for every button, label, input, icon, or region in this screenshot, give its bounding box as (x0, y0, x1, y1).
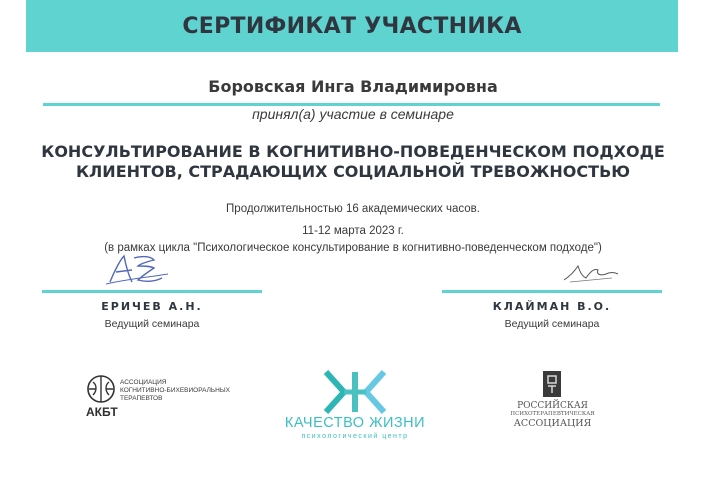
akbt-abbreviation: АКБТ (86, 405, 118, 419)
certificate-heading: СЕРТИФИКАТ УЧАСТНИКА (182, 13, 522, 39)
signatory-left-role: Ведущий семинара (104, 318, 200, 330)
akbt-line1: АССОЦИАЦИЯ (120, 379, 167, 386)
signature-right-image (560, 258, 620, 286)
akbt-line2: КОГНИТИВНО-БИХЕВИОРАЛЬНЫХ (120, 387, 230, 394)
signature-left-image (102, 252, 172, 288)
brain-icon (84, 373, 118, 405)
zh-letter-icon (324, 370, 386, 414)
duration-text: Продолжительностью 16 академических часов. (226, 203, 480, 215)
signatory-left-name: ЕРИЧЕВ А.Н. (101, 300, 203, 313)
rpa-emblem-icon (542, 370, 562, 398)
signature-line-right (442, 290, 662, 293)
signatory-right-name: КЛАЙМАН В.О. (492, 300, 612, 313)
rpa-line3: АССОЦИАЦИЯ (513, 418, 592, 429)
rpa-logo (505, 370, 600, 440)
participation-text: принял(а) участие в семинаре (252, 106, 454, 122)
akbt-logo (84, 373, 234, 418)
dates-text: 11-12 марта 2023 г. (302, 225, 404, 237)
cycle-text: (в рамках цикла "Психологическое консультирование в когнитивно-поведенческом подходе") (104, 242, 602, 254)
seminar-title (20, 142, 686, 182)
participant-name: Боровская Инга Владимировна (208, 77, 498, 96)
seminar-title-line1: КОНСУЛЬТИРОВАНИЕ В КОГНИТИВНО-ПОВЕДЕНЧЕСКОМ ПОДХОДЕ (41, 142, 665, 161)
certificate-banner (26, 0, 678, 52)
seminar-title-line2: КЛИЕНТОВ, СТРАДАЮЩИХ СОЦИАЛЬНОЙ ТРЕВОЖНОСТЬЮ (75, 162, 631, 181)
kachestvo-zhizni-subtitle: психологический центр (301, 433, 409, 440)
signatory-right-role: Ведущий семинара (504, 318, 600, 330)
kachestvo-zhizni-name: КАЧЕСТВО ЖИЗНИ (284, 415, 426, 431)
signature-line-left (42, 290, 262, 293)
rpa-name (505, 401, 600, 429)
rpa-line2: ПСИХОТЕРАПЕВТИЧЕСКАЯ (510, 411, 595, 417)
akbt-line3: ТЕРАПЕВТОВ (120, 395, 163, 402)
akbt-name (120, 379, 230, 403)
kachestvo-zhizni-logo (250, 370, 460, 450)
rpa-line1: РОССИЙСКАЯ (517, 401, 588, 411)
